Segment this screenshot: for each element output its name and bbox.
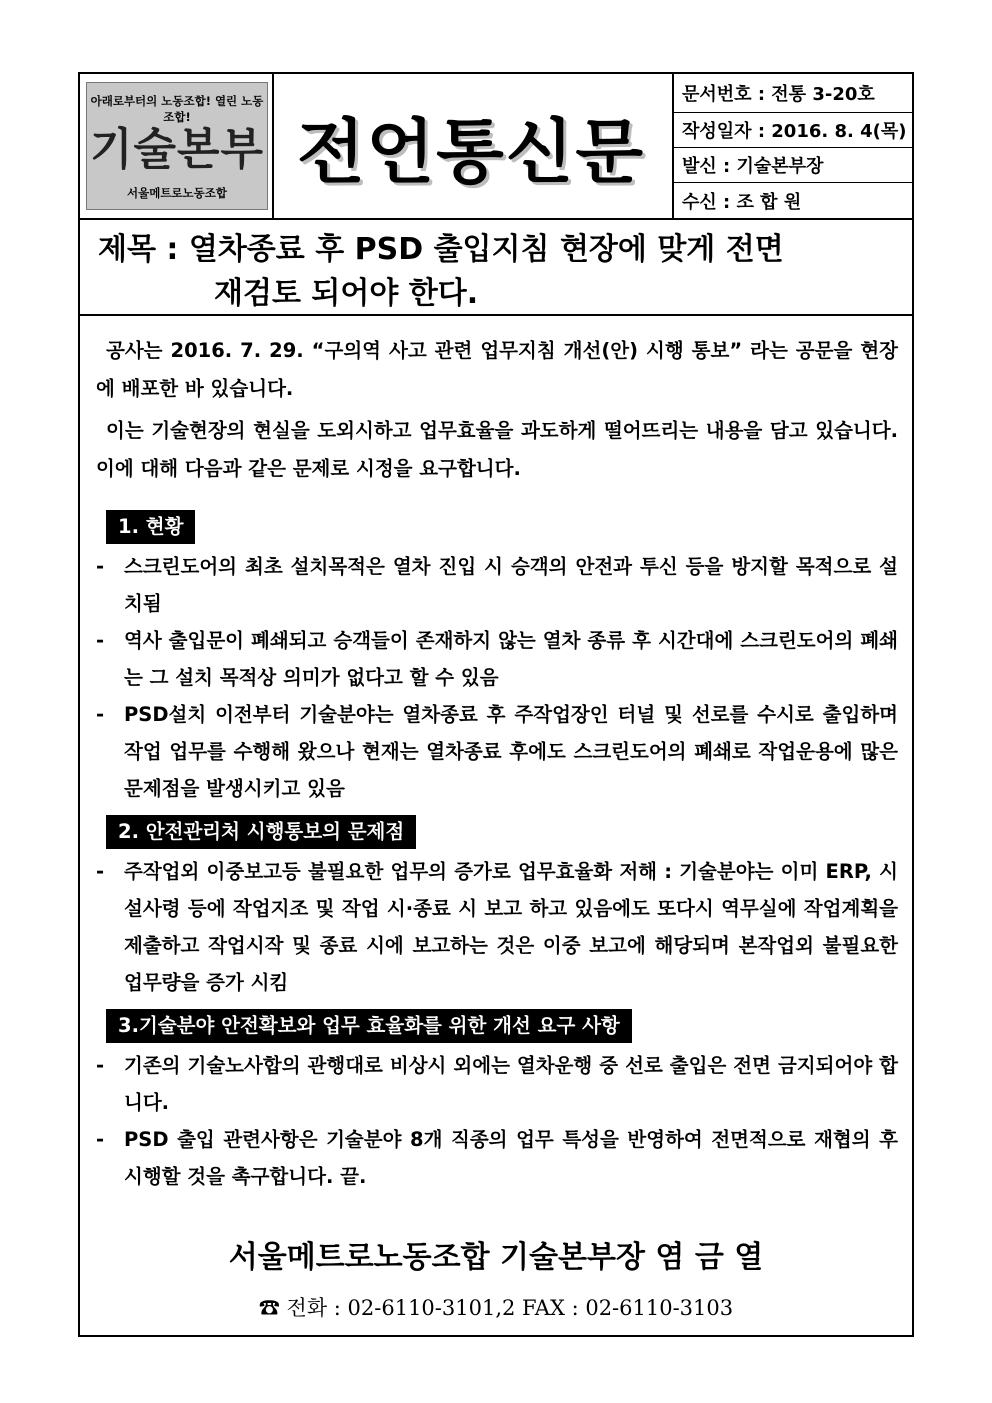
dash-marker: - — [96, 703, 105, 726]
intro-paragraph-2: 이는 기술현장의 현실을 도외시하고 업무효율을 과도하게 떨어뜨리는 내용을 담고 있습니다. 이에 대해 다음과 같은 문제로 시정을 요구합니다. — [96, 419, 898, 480]
dash-marker: - — [96, 1128, 105, 1151]
section-1 — [96, 510, 898, 807]
meta-date: 작성일자 : 2016. 8. 4(목) — [674, 113, 912, 148]
subject-box — [80, 218, 912, 316]
dash-marker: - — [96, 1054, 105, 1077]
subject-line-2: 재검토 되어야 한다. — [214, 276, 479, 311]
section-heading: 2. 안전관리처 시행통보의 문제점 — [106, 815, 416, 849]
meta-recipient: 수신 : 조 합 원 — [682, 191, 802, 213]
document-title: 전언통신문 — [296, 111, 646, 193]
document-meta-table — [672, 74, 912, 218]
header-divider — [272, 74, 274, 218]
list-item-text: PSD설치 이전부터 기술분야는 열차종료 후 주작업장인 터널 및 선로를 수시로 출입하며 작업 업무를 수행해 왔으나 현재는 열차종료 후에도 스크린도어의 폐쇄로 작업운용에 많은 문제점을 발생시키고 있음 — [124, 703, 898, 800]
dash-marker: - — [96, 555, 105, 578]
list-item-text: 역사 출입문이 폐쇄되고 승객들이 존재하지 않는 열차 종류 후 시간대에 스크린도어의 폐쇄는 그 설치 목적상 의미가 없다고 할 수 있음 — [124, 629, 898, 689]
list-item-text: 기존의 기술노사합의 관행대로 비상시 외에는 열차운행 중 선로 출입은 전면 금지되어야 합니다. — [124, 1054, 898, 1114]
list-item — [96, 548, 898, 622]
logo-union-name: 서울메트로노동조합 — [127, 186, 227, 200]
list-item — [96, 1047, 898, 1121]
document-frame — [78, 72, 914, 1337]
logo-slogan: 아래로부터의 노동조합! 열린 노동조합! — [90, 94, 264, 124]
document-body — [96, 332, 898, 1195]
section-heading: 3.기술분야 안전확보와 업무 효율화를 위한 개선 요구 사항 — [106, 1009, 632, 1043]
list-item — [96, 622, 898, 696]
dash-marker: - — [96, 860, 105, 883]
list-item — [96, 853, 898, 1001]
logo-department: 기술본부 — [89, 124, 264, 175]
list-item-text: 주작업외 이중보고등 불필요한 업무의 증가로 업무효율화 저해 : 기술분야는 이미 ERP, 시설사령 등에 작업지조 및 작업 시·종료 시 보고 하고 있음에도 또다시 역무실에 작업계획을 제출하고 작업시작 및 종료 시에 보고하는 것은 이중 보고에 해당되며 본작업외 불필요한 업무량을 증가 시킴 — [124, 860, 898, 994]
list-item — [96, 696, 898, 807]
contact-info: ☎ 전화 : 02-6110-3101,2 FAX : 02-6110-3103 — [258, 1296, 734, 1320]
intro-paragraph-1: 공사는 2016. 7. 29. “구의역 사고 관련 업무지침 개선(안) 시행 통보” 라는 공문을 현장에 배포한 바 있습니다. — [96, 339, 898, 400]
union-logo — [86, 82, 268, 210]
list-item-text: PSD 출입 관련사항은 기술분야 8개 직종의 업무 특성을 반영하여 전면적으로 재협의 후 시행할 것을 촉구합니다. 끝. — [124, 1128, 898, 1188]
section-3 — [96, 1009, 898, 1195]
meta-doc-number: 문서번호 : 전통 3-20호 — [674, 74, 912, 113]
dash-marker: - — [96, 629, 105, 652]
section-2 — [96, 815, 898, 1001]
list-item — [96, 1121, 898, 1195]
meta-sender: 발신 : 기술본부장 — [674, 148, 912, 183]
section-heading: 1. 현황 — [106, 510, 195, 544]
document-header — [80, 74, 912, 220]
list-item-text: 스크린도어의 최초 설치목적은 열차 진입 시 승객의 안전과 투신 등을 방지할 목적으로 설치됨 — [124, 555, 898, 615]
signature: 서울메트로노동조합 기술본부장 염 금 열 — [228, 1240, 764, 1275]
subject-line-1: 제목 : 열차종료 후 PSD 출입지침 현장에 맞게 전면 — [98, 232, 784, 267]
